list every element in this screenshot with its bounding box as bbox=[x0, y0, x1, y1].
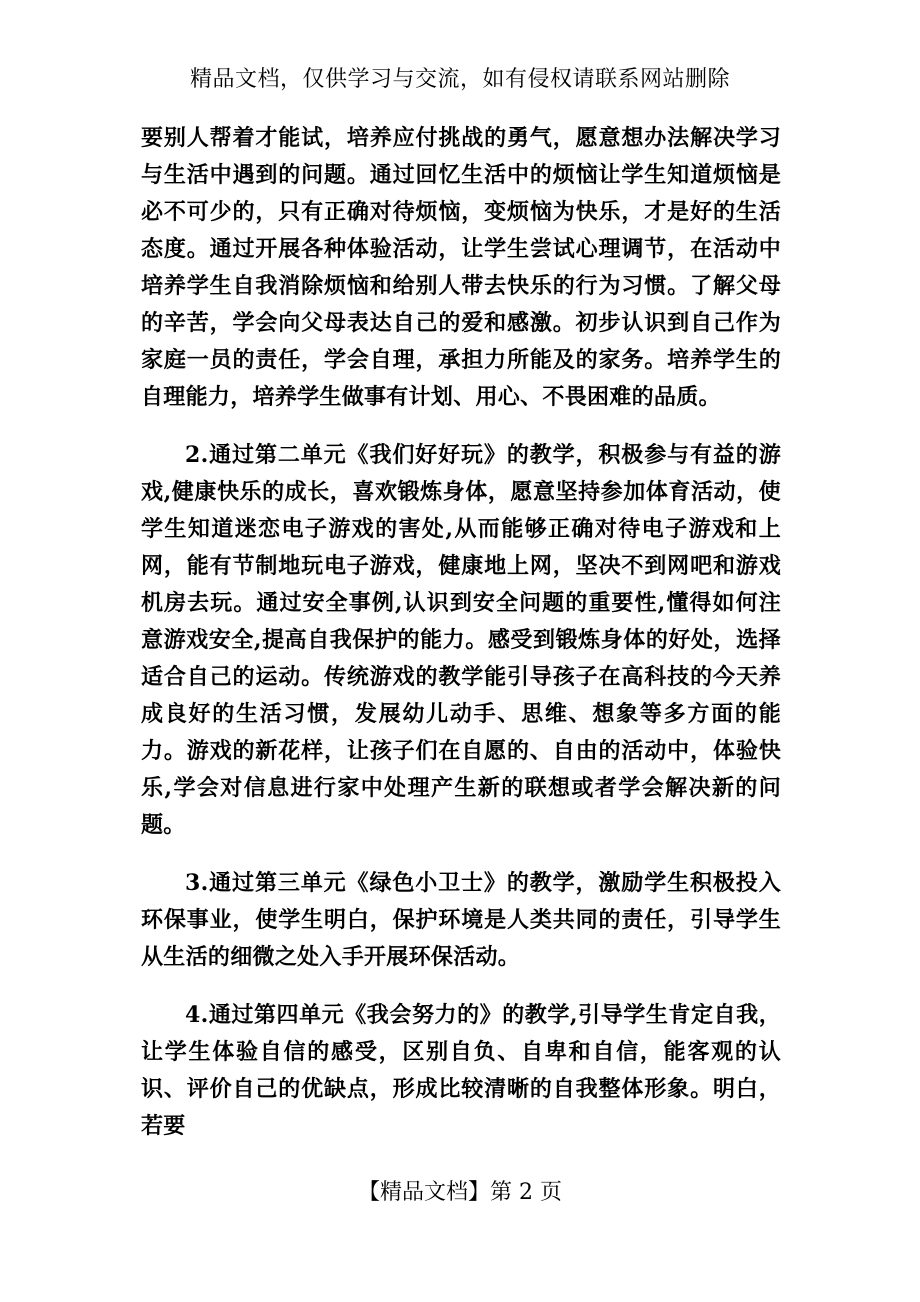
page-header-notice: 精品文档，仅供学习与交流，如有侵权请联系网站删除 bbox=[189, 67, 730, 92]
paragraph-unit-4: 4.通过第四单元《我会努力的》的教学,引导学生肯定自我，让学生体验自信的感受，区别自负、自卑和自信，能客观的认识、评价自己的优缺点，形成比较清晰的自我整体形象。明白，若要 bbox=[141, 1002, 781, 1139]
paragraph-continuation: 要别人帮着才能试，培养应付挑战的勇气，愿意想办法解决学习与生活中遇到的问题。通过回忆生活中的烦恼让学生知道烦恼是必不可少的，只有正确对待烦恼，变烦恼为快乐，才是好的生活态度。通过开展各种体验活动，让学生尝试心理调节，在活动中培养学生自我消除烦恼和给别人带去快乐的行为习惯。了解父母的辛苦，学会向父母表达自己的爱和感激。初步认识到自己作为家庭一员的责任，学会自理，承担力所能及的家务。培养学生的自理能力，培养学生做事有计划、用心、不畏困难的品质。 bbox=[141, 125, 781, 410]
paragraph-unit-3: 3.通过第三单元《绿色小卫士》的教学，激励学生积极投入环保事业，使学生明白，保护环境是人类共同的责任，引导学生从生活的细微之处入手开展环保活动。 bbox=[141, 870, 781, 970]
page-footer: 【精品文档】第 2 页 bbox=[358, 1180, 562, 1205]
paragraph-unit-2: 2.通过第二单元《我们好好玩》的教学，积极参与有益的游戏,健康快乐的成长，喜欢锻炼身体，愿意坚持参加体育活动，使学生知道迷恋电子游戏的害处,从而能够正确对待电子游戏和上网，能有节制地玩电子游戏，健康地上网，坚决不到网吧和游戏机房去玩。通过安全事例,认识到安全问题的重要性,懂得如何注意游戏安全,提高自我保护的能力。感受到锻炼身体的好处，选择适合自己的运动。传统游戏的教学能引导孩子在高科技的今天养成良好的生活习惯，发展幼儿动手、思维、想象等多方面的能力。游戏的新花样，让孩子们在自愿的、自由的活动中，体验快乐,学会对信息进行家中处理产生新的联想或者学会解决新的问题。 bbox=[141, 442, 781, 838]
document-body bbox=[141, 120, 781, 1145]
